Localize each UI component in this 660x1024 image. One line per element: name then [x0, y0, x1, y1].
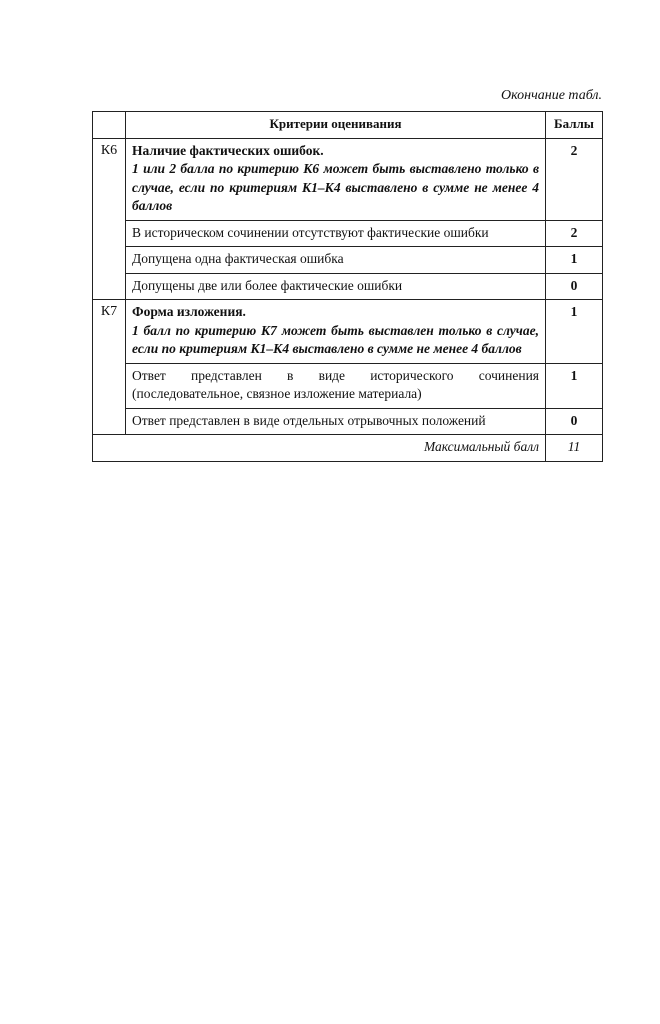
- criterion-k6-title: Наличие фактических ошибок.: [132, 142, 324, 158]
- criterion-k6-row-points: 2: [546, 220, 603, 247]
- criterion-k7-note: 1 балл по критерию К7 может быть выставлен только в случае, если по критериям К1–К4 выставлено в сумме не менее 4 баллов: [132, 322, 539, 356]
- header-code: [93, 112, 126, 139]
- criterion-k7-row-text: Ответ представлен в виде отдельных отрывочных положений: [126, 408, 546, 435]
- criteria-table: [92, 111, 603, 462]
- criterion-k6-row-text: Допущены две или более фактические ошибки: [126, 273, 546, 300]
- table-row: [93, 247, 603, 274]
- table-caption: Окончание табл.: [501, 88, 602, 103]
- table-row: [93, 363, 603, 408]
- criterion-k6-row-points: 1: [546, 247, 603, 274]
- table-row: [93, 273, 603, 300]
- criterion-k6-note: 1 или 2 балла по критерию К6 может быть выставлено только в случае, если по критериям К1–К4 выставлено в сумме не менее 4 баллов: [132, 161, 539, 213]
- header-criteria: Критерии оценивания: [126, 112, 546, 139]
- criterion-k7-row-points: 1: [546, 363, 603, 408]
- max-score-row: [93, 435, 603, 462]
- criterion-k7-row-points: 0: [546, 408, 603, 435]
- table-row: [93, 138, 603, 220]
- criterion-k7-row-text: Ответ представлен в виде исторического сочинения (последовательное, связное изложение материала): [126, 363, 546, 408]
- criterion-k6-row-points: 0: [546, 273, 603, 300]
- criterion-k7-title: Форма изложения.: [132, 304, 246, 319]
- criterion-k6-row-text: Допущена одна фактическая ошибка: [126, 247, 546, 274]
- table-header-row: [93, 112, 603, 139]
- table-row: [93, 300, 603, 364]
- criterion-k6-heading: [126, 138, 546, 220]
- criterion-code-k7: К7: [93, 300, 126, 435]
- criterion-k7-max-points: 1: [546, 300, 603, 364]
- criterion-k7-heading: [126, 300, 546, 364]
- header-points: Баллы: [546, 112, 603, 139]
- table-row: [93, 408, 603, 435]
- max-score-label: Максимальный балл: [93, 435, 546, 462]
- criterion-k6-max-points: 2: [546, 138, 603, 220]
- criterion-k6-row-text: В историческом сочинении отсутствуют фактические ошибки: [126, 220, 546, 247]
- max-score-value: 11: [546, 435, 603, 462]
- table-row: [93, 220, 603, 247]
- criterion-code-k6: К6: [93, 138, 126, 300]
